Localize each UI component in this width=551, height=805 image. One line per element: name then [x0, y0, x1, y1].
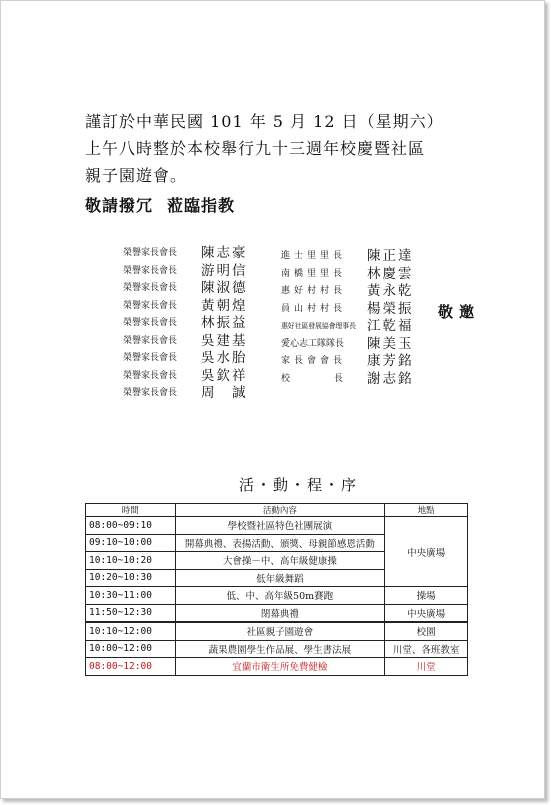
guest-title: 榮譽家長會長 [123, 248, 178, 258]
guest-name: 陳志豪 [201, 245, 248, 261]
row-place: 校園 [385, 622, 468, 640]
guest-title: 家長會會長 [281, 356, 347, 366]
guest-title: 榮譽家長會長 [123, 388, 178, 398]
row-time: 10:10~12:00 [86, 622, 176, 640]
table-row [86, 604, 468, 622]
guest-title: 榮譽家長會長 [123, 370, 178, 381]
guest-name: 吳水胎 [201, 350, 248, 366]
guest-row [123, 333, 248, 351]
row-place: 中央廣場 [385, 604, 468, 622]
row-time: 09:10~10:00 [86, 534, 176, 552]
guest-title: 惠好社區發展協會理事長 [281, 322, 356, 330]
row-time: 10:20~10:30 [86, 569, 176, 587]
intro-line-1: 謹訂於中華民國 101 年 5 月 12 日（星期六） [85, 112, 444, 131]
guest-title: 榮譽家長會長 [123, 353, 178, 363]
guest-name: 黃朝煌 [201, 297, 248, 314]
table-row [86, 587, 468, 605]
row-time: 11:50~12:30 [86, 604, 176, 622]
row-time: 08:00~12:00 [86, 658, 176, 676]
guest-name: 黃永乾 [367, 283, 414, 299]
guest-title: 榮譽家長會長 [123, 318, 178, 328]
schedule-title: 活・動・程・序 [239, 476, 359, 494]
invite-part-2: 蒞臨指教 [167, 196, 236, 215]
guest-row [123, 280, 248, 298]
guest-title: 愛心志工隊隊長 [281, 338, 345, 349]
guest-row [281, 266, 414, 284]
schedule-table [85, 503, 468, 676]
guest-row [123, 368, 248, 386]
header-time: 時間 [86, 504, 176, 517]
guest-name: 吳欽祥 [201, 367, 248, 384]
guest-name: 吳建基 [201, 332, 248, 349]
row-time: 08:00~09:10 [86, 517, 176, 535]
row-activity: 蔬果農園學生作品展、學生書法展 [175, 640, 385, 658]
table-row [86, 640, 468, 658]
invite-part-1: 敬請撥冗 [85, 196, 154, 215]
guest-name: 江乾福 [367, 318, 414, 334]
guest-row [281, 248, 414, 266]
row-time: 10:00~12:00 [86, 640, 176, 658]
guest-title: 南橋里里長 [281, 268, 347, 279]
intro-line-2: 上午八時整於本校舉行九十三週年校慶暨社區 [85, 139, 426, 158]
row-activity: 社區親子園遊會 [175, 622, 385, 640]
guest-row [281, 301, 414, 319]
guest-title: 榮譽家長會長 [123, 265, 178, 276]
row-activity: 低、中、高年級50m賽跑 [175, 587, 385, 605]
guest-row [123, 315, 248, 333]
guest-name: 陳淑德 [201, 280, 248, 296]
header-activity: 活動內容 [175, 504, 385, 517]
table-row [86, 622, 468, 640]
guest-title: 榮譽家長會長 [123, 300, 178, 311]
guest-row [281, 336, 414, 354]
invite-phrase [85, 193, 235, 216]
guest-name: 周 誠 [201, 385, 248, 401]
row-activity: 閉幕典禮 [175, 604, 385, 622]
table-row-highlight [86, 658, 468, 676]
row-activity: 大會操－中、高年級健康操 [175, 552, 385, 570]
guest-name: 謝志銘 [367, 370, 414, 387]
guest-title: 榮譽家長會長 [123, 335, 178, 346]
guest-name: 陳正達 [367, 248, 414, 264]
guest-title: 校長 [281, 373, 388, 384]
table-header-row [86, 504, 468, 517]
guest-row [123, 263, 248, 281]
guest-row [281, 371, 414, 389]
guest-title: 榮譽家長會長 [123, 283, 178, 293]
invitation-text [85, 108, 444, 189]
closing-respect: 敬邀 [438, 303, 481, 321]
row-time: 10:10~10:20 [86, 552, 176, 570]
guest-name: 康芳銘 [367, 353, 414, 369]
row-activity: 宜蘭市衛生所免費健檢 [175, 658, 385, 676]
guest-name: 陳美玉 [367, 335, 414, 352]
guest-row [281, 283, 414, 301]
guest-row [123, 385, 248, 403]
row-place: 川堂 [385, 658, 468, 676]
row-activity: 學校暨社區特色社團展演 [175, 517, 385, 535]
row-place-merged: 中央廣場 [385, 517, 468, 587]
guest-row [281, 318, 414, 336]
guest-title: 進士里里長 [281, 251, 347, 261]
row-activity: 開幕典禮、表揚活動、頒獎、母親節感恩活動 [175, 534, 385, 552]
guest-row [123, 350, 248, 368]
guest-row [281, 353, 414, 371]
table-row [86, 517, 468, 535]
row-place: 操場 [385, 587, 468, 605]
guest-list-left [123, 245, 248, 403]
row-time: 10:30~11:00 [86, 587, 176, 605]
guest-title: 員山村村長 [281, 303, 347, 314]
guest-row [123, 298, 248, 316]
guest-name: 林慶雲 [367, 265, 414, 282]
guest-row [123, 245, 248, 263]
header-place: 地點 [385, 504, 468, 517]
intro-line-3: 親子園遊會。 [85, 166, 188, 185]
guest-name: 林振益 [201, 315, 248, 331]
guest-title: 惠好村村長 [281, 286, 347, 296]
guest-name: 楊榮振 [367, 300, 414, 317]
row-place: 川堂、各班教室 [385, 640, 468, 658]
guest-list-right [281, 248, 414, 388]
guest-name: 游明信 [201, 262, 248, 279]
row-activity: 低年級舞蹈 [175, 569, 385, 587]
